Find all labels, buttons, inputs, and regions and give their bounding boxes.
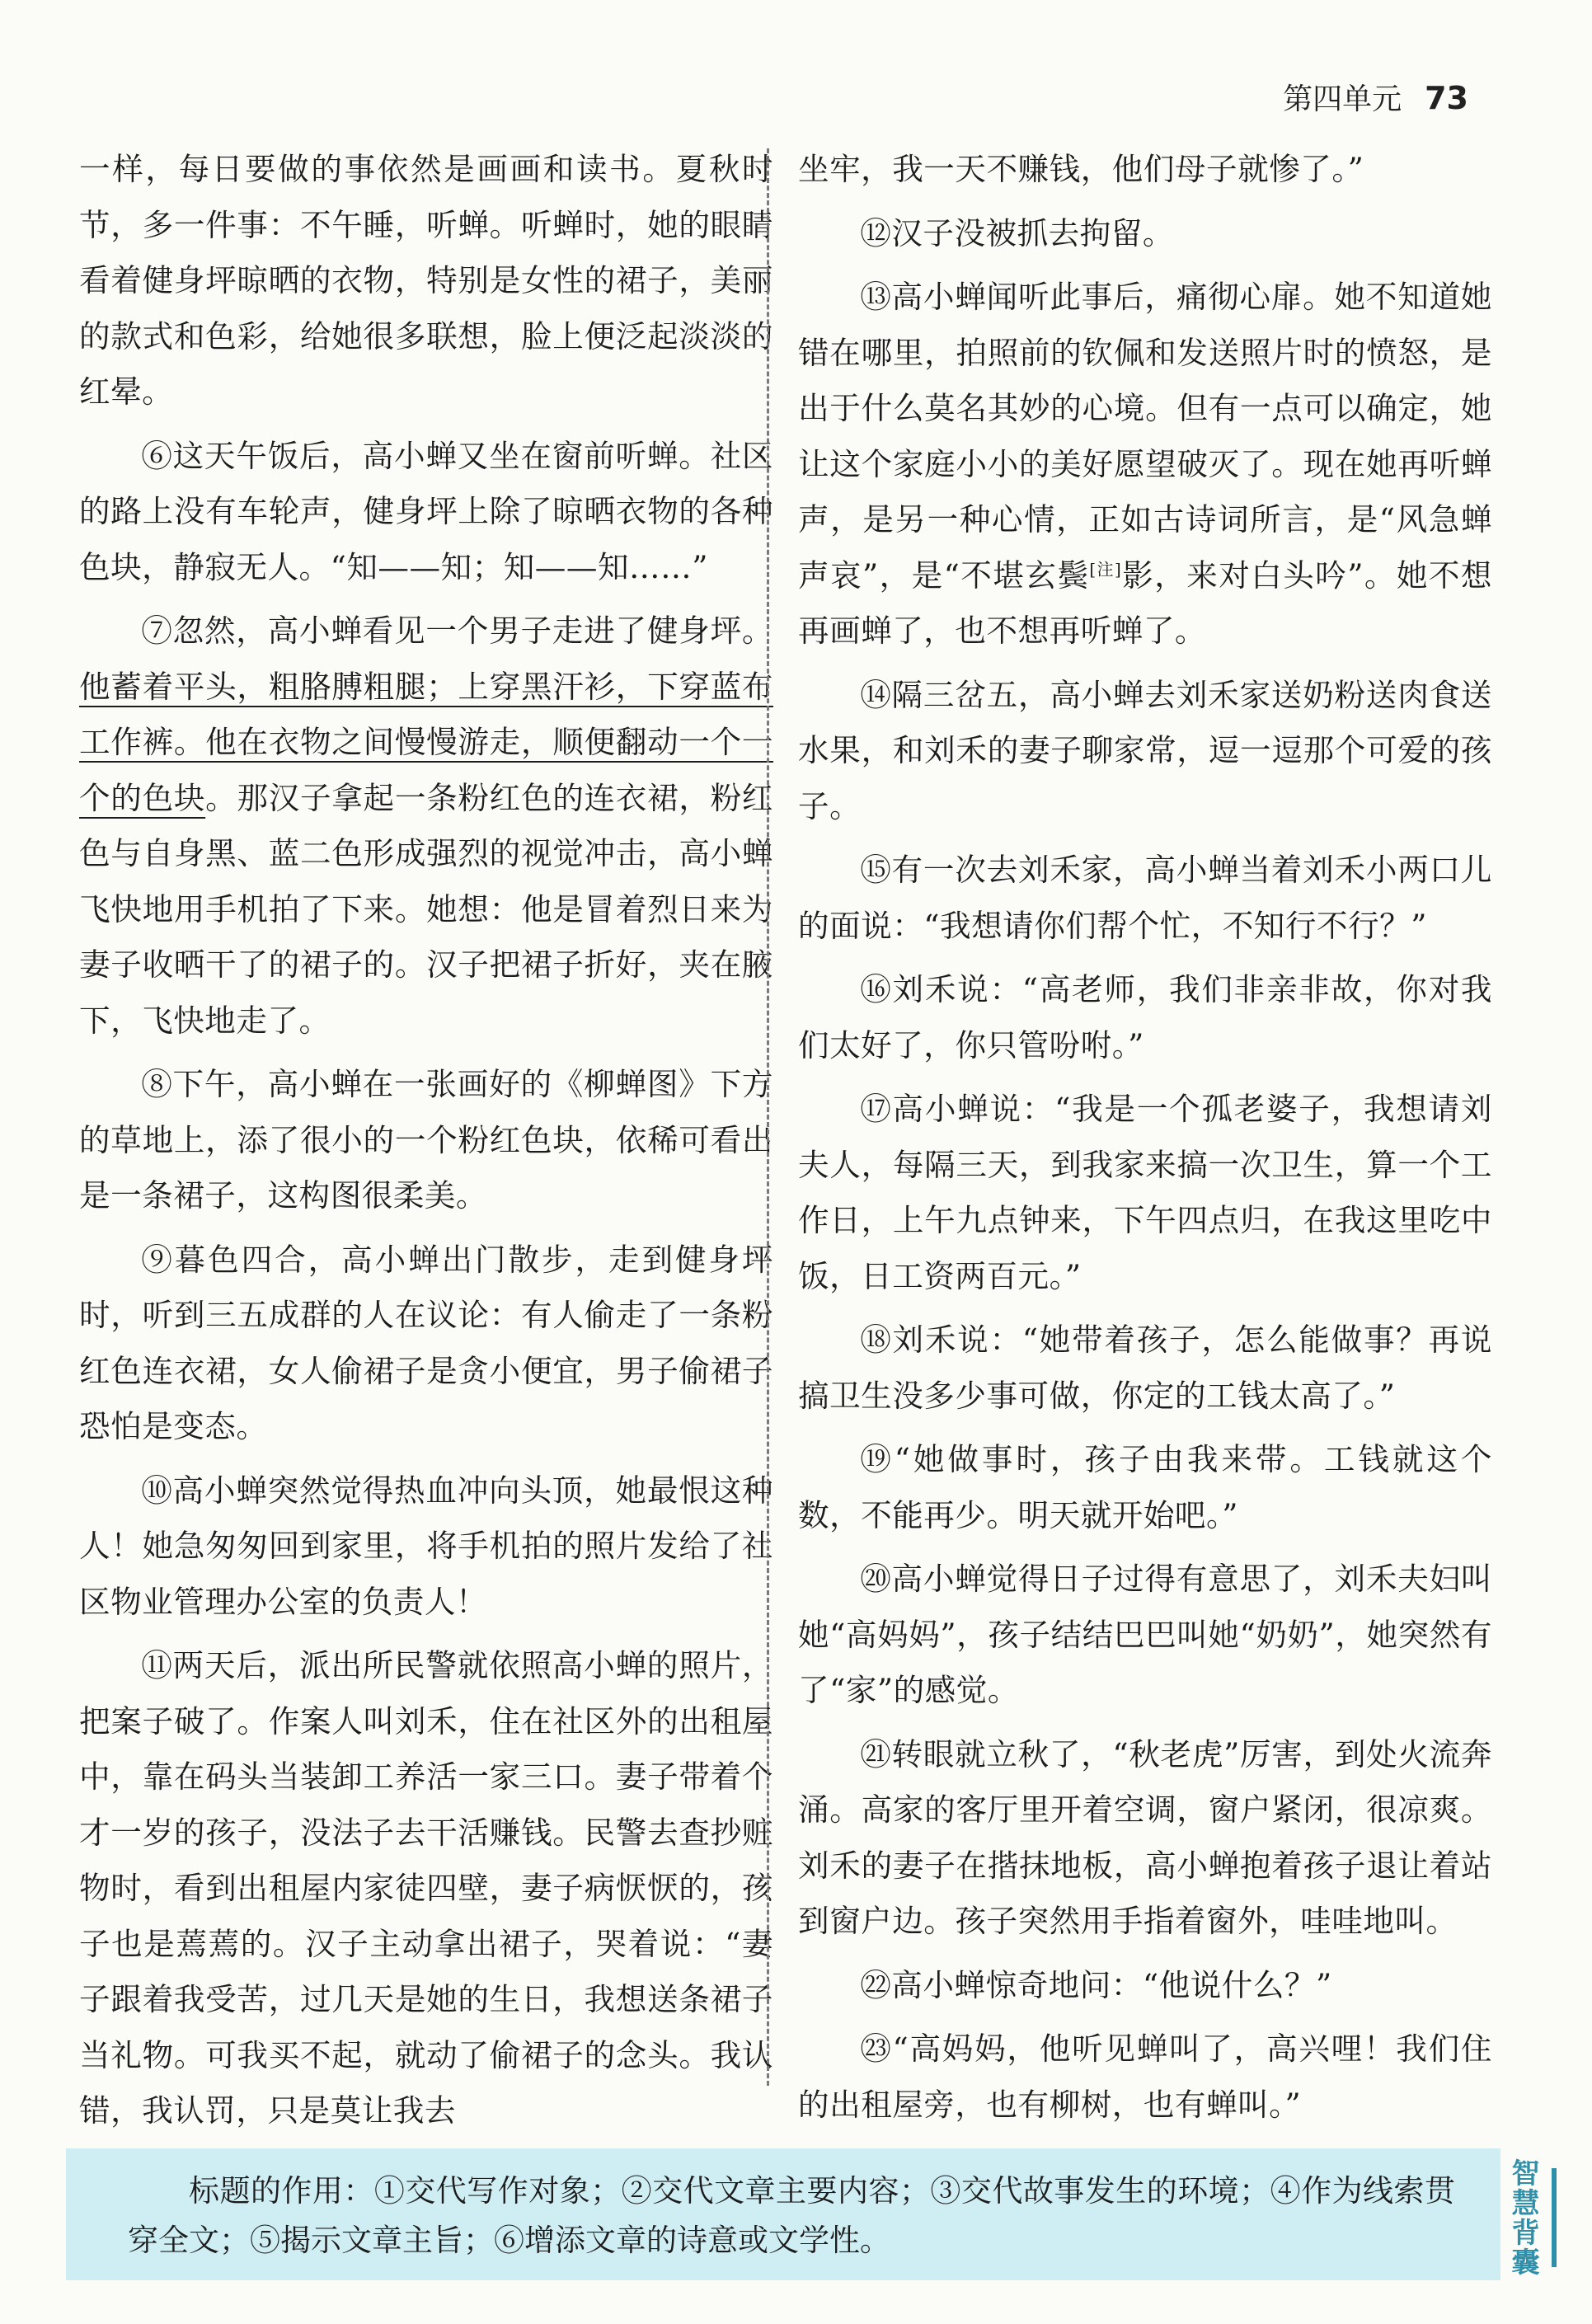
page-header <box>1283 76 1468 118</box>
left-column <box>79 142 773 2148</box>
paragraph-7 <box>79 603 773 1049</box>
paragraph-5-continued: 一样，每日要做的事依然是画画和读书。夏秋时节，多一件事：不午睡，听蝉。听蝉时，她的眼睛看着健身坪晾晒的衣物，特别是女性的裙子，美丽的款式和色彩，给她很多联想，脸上便泛起淡淡的红晕。 <box>79 151 773 410</box>
tip-label-text: 智慧背囊 <box>1506 2158 1539 2277</box>
paragraph-7-intro: ⑦忽然，高小蝉看见一个男子走进了健身坪。 <box>141 613 773 649</box>
paragraph-16: ⑯刘禾说：“高老师，我们非亲非故，你对我们太好了，你只管吩咐。” <box>798 971 1492 1063</box>
paragraph-22: ㉒高小蝉惊奇地问：“他说什么？” <box>860 1966 1332 2003</box>
paragraph-14: ⑭隔三岔五，高小蝉去刘禾家送奶粉送肉食送水果，和刘禾的妻子聊家常，逗一逗那个可爱的孩子。 <box>798 676 1492 824</box>
paragraph-21: ㉑转眼就立秋了，“秋老虎”厉害，到处火流奔涌。高家的客厅里开着空调，窗户紧闭，很凉爽。刘禾的妻子在揩抹地板，高小蝉抱着孩子退让着站到窗户边。孩子突然用手指着窗外，哇哇地叫。 <box>798 1735 1492 1939</box>
tip-text: 标题的作用：①交代写作对象；②交代文章主要内容；③交代故事发生的环境；④作为线索贯穿全文；⑤揭示文章主旨；⑥增添文章的诗意或文学性。 <box>128 2173 1455 2258</box>
paragraph-18: ⑱刘禾说：“她带着孩子，怎么能做事？再说搞卫生没多少事可做，你定的工钱太高了。” <box>798 1322 1492 1414</box>
paragraph-11-continued: 坐牢，我一天不赚钱，他们母子就惨了。” <box>798 151 1364 187</box>
paragraph-10: ⑩高小蝉突然觉得热血冲向头顶，她最恨这种人！她急匆匆回到家里，将手机拍的照片发给了社区物业管理办公室的负责人！ <box>79 1472 773 1620</box>
paragraph-13-rest: 影，来对白头吟”。她不想再画蝉了，也不想再听蝉了。 <box>798 556 1492 649</box>
paragraph-11: ⑪两天后，派出所民警就依照高小蝉的照片，把案子破了。作案人叫刘禾，住在社区外的出租屋中，靠在码头当装卸工养活一家三口。妻子带着个才一岁的孩子，没法子去干活赚钱。民警去查抄赃物时，看到出租屋内家徒四壁，妻子病恹恹的，孩子也是蔫蔫的。汉子主动拿出裙子，哭着说：“妻子跟着我受苦，过几天是她的生日，我想送条裙子当礼物。可我买不起，就动了偷裙子的念头。我认错，我认罚，只是莫让我去 <box>79 1647 773 2129</box>
paragraph-8: ⑧下午，高小蝉在一张画好的《柳蝉图》下方的草地上，添了很小的一个粉红色块，依稀可看出是一条裙子，这构图很柔美。 <box>79 1066 773 1214</box>
paragraph-13 <box>798 270 1492 660</box>
paragraph-9: ⑨暮色四合，高小蝉出门散步，走到健身坪时，听到三五成群的人在议论：有人偷走了一条粉红色连衣裙，女人偷裙子是贪小便宜，男子偷裙子恐怕是变态。 <box>79 1241 773 1444</box>
paragraph-20: ⑳高小蝉觉得日子过得有意思了，刘禾夫妇叫她“高妈妈”，孩子结结巴巴叫她“奶奶”，她突然有了“家”的感觉。 <box>798 1561 1492 1708</box>
column-divider <box>767 148 769 2086</box>
tip-label <box>1503 2152 1592 2284</box>
tip-label-bar <box>1552 2168 1557 2267</box>
paragraph-15: ⑮有一次去刘禾家，高小蝉当着刘禾小两口儿的面说：“我想请你们帮个忙，不知行不行？” <box>798 852 1492 944</box>
paragraph-23: ㉓“高妈妈，他听见蝉叫了，高兴哩！我们住的出租屋旁，也有柳树，也有蝉叫。” <box>798 2031 1492 2123</box>
right-column <box>798 142 1492 2141</box>
tip-box <box>66 2148 1500 2280</box>
page-number: 73 <box>1425 80 1468 116</box>
paragraph-17: ⑰高小蝉说：“我是一个孤老婆子，我想请刘夫人，每隔三天，到我家来搞一次卫生，算一个工作日，上午九点钟来，下午四点归，在我这里吃中饭，日工资两百元。” <box>798 1091 1492 1294</box>
annotation-marker: [注] <box>1089 558 1122 579</box>
paragraph-12: ⑫汉子没被抓去拘留。 <box>860 214 1174 251</box>
paragraph-19: ⑲“她做事时，孩子由我来带。工钱就这个数，不能再少。明天就开始吧。” <box>798 1441 1492 1533</box>
paragraph-7-rest: 。那汉子拿起一条粉红色的连衣裙，粉红色与自身黑、蓝二色形成强烈的视觉冲击，高小蝉飞快地用手机拍了下来。她想：他是冒着烈日来为妻子收晒干了的裙子的。汉子把裙子折好，夹在腋下，飞快地走了。 <box>79 779 774 1039</box>
paragraph-7-underlined-passage: 他蓄着平头，粗胳膊粗腿；上穿黑汗衫，下穿蓝布工作裤。他在衣物之间慢慢游走，顺便翻动一个一个的色块 <box>79 668 773 816</box>
paragraph-13-text: ⑬高小蝉闻听此事后，痛彻心扉。她不知道她错在哪里，拍照前的钦佩和发送照片时的愤怒，是出于什么莫名其妙的心境。但有一点可以确定，她让这个家庭小小的美好愿望破灭了。现在她再听蝉声，是另一种心情，正如古诗词所言，是“风急蝉声哀”，是“不堪玄鬓 <box>798 279 1492 594</box>
unit-title: 第四单元 <box>1283 82 1402 116</box>
paragraph-6: ⑥这天午饭后，高小蝉又坐在窗前听蝉。社区的路上没有车轮声，健身坪上除了晾晒衣物的各种色块，静寂无人。“知——知；知——知……” <box>79 437 773 585</box>
